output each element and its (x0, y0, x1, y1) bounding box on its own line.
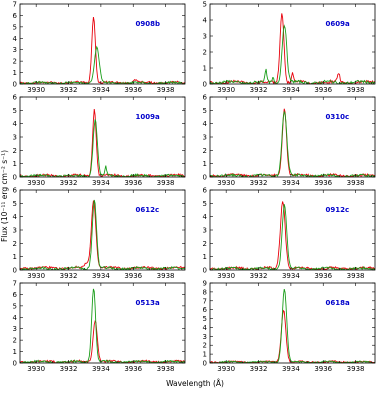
observation-label: 0912c (325, 206, 350, 214)
y-tick-label: 6 (12, 290, 17, 299)
y-tick-label: 5 (202, 315, 207, 324)
y-tick-label: 0 (202, 173, 207, 182)
x-tick-label: 3932 (59, 272, 78, 280)
plot-frame (210, 97, 375, 177)
y-axis-label: Flux (10⁻¹¹ erg cm⁻² s⁻¹) (0, 149, 9, 243)
x-tick-label: 3938 (346, 179, 365, 187)
plot-frame (20, 190, 185, 270)
observation-label: 0612c (135, 206, 160, 214)
x-tick-label: 3938 (156, 86, 175, 94)
panel-1009a (13, 94, 185, 188)
observation-label: 0310c (325, 113, 350, 121)
y-tick-label: 4 (202, 120, 207, 129)
series-line-green (20, 200, 185, 270)
x-tick-label: 3930 (27, 365, 46, 373)
x-tick-label: 3932 (59, 179, 78, 187)
x-tick-label: 3938 (346, 365, 365, 373)
y-tick-label: 6 (202, 186, 207, 195)
y-tick-label: 3 (202, 332, 207, 341)
y-tick-label: 2 (202, 48, 207, 57)
y-tick-label: 1 (202, 350, 207, 359)
y-tick-label: 4 (202, 213, 207, 222)
y-tick-label: 7 (12, 0, 17, 9)
panel-0612c (13, 187, 185, 281)
y-tick-label: 5 (202, 199, 207, 208)
plot-frame (20, 97, 185, 177)
series-line-red (210, 109, 375, 177)
y-tick-label: 7 (12, 279, 17, 288)
y-tick-label: 5 (12, 106, 17, 115)
y-tick-label: 2 (12, 57, 17, 66)
panel-0513a (13, 280, 185, 374)
y-tick-label: 2 (12, 336, 17, 345)
panel-0609a (203, 1, 375, 95)
y-tick-label: 5 (202, 106, 207, 115)
y-tick-label: 2 (12, 239, 17, 248)
y-tick-label: 5 (12, 23, 17, 32)
plot-frame (210, 283, 375, 363)
y-tick-label: 1 (202, 160, 207, 169)
y-tick-label: 2 (12, 146, 17, 155)
y-tick-label: 6 (202, 306, 207, 315)
x-tick-label: 3930 (27, 86, 46, 94)
y-tick-label: 3 (12, 133, 17, 142)
y-tick-label: 8 (202, 288, 207, 297)
x-tick-label: 3936 (314, 365, 333, 373)
x-axis-label: Wavelength (Å) (166, 379, 224, 388)
x-tick-label: 3938 (346, 86, 365, 94)
y-tick-label: 1 (12, 69, 17, 78)
y-tick-label: 4 (202, 16, 207, 25)
x-tick-label: 3938 (156, 365, 175, 373)
series-line-green (20, 119, 185, 177)
y-tick-label: 1 (12, 348, 17, 357)
x-tick-label: 3936 (124, 272, 143, 280)
x-tick-label: 3936 (314, 86, 333, 94)
series-line-red (210, 201, 375, 270)
x-tick-label: 3934 (91, 86, 110, 94)
y-tick-label: 6 (202, 93, 207, 102)
y-tick-label: 4 (12, 120, 17, 129)
y-tick-label: 2 (202, 239, 207, 248)
x-tick-label: 3936 (124, 86, 143, 94)
plot-frame (20, 283, 185, 363)
x-tick-label: 3934 (91, 272, 110, 280)
y-tick-label: 3 (12, 46, 17, 55)
y-tick-label: 0 (12, 173, 17, 182)
y-tick-label: 1 (12, 160, 17, 169)
observation-label: 0618a (325, 299, 350, 307)
x-tick-label: 3930 (217, 365, 236, 373)
x-tick-label: 3930 (217, 272, 236, 280)
y-tick-label: 0 (202, 359, 207, 368)
x-tick-label: 3932 (59, 86, 78, 94)
x-tick-label: 3932 (249, 86, 268, 94)
y-tick-label: 7 (202, 297, 207, 306)
x-tick-label: 3936 (314, 179, 333, 187)
plot-frame (210, 4, 375, 84)
x-tick-label: 3938 (346, 272, 365, 280)
x-tick-label: 3932 (249, 365, 268, 373)
x-tick-label: 3936 (314, 272, 333, 280)
y-tick-label: 6 (12, 11, 17, 20)
series-line-green (20, 47, 185, 85)
y-tick-label: 4 (202, 323, 207, 332)
y-tick-label: 3 (202, 32, 207, 41)
y-tick-label: 2 (202, 146, 207, 155)
x-tick-label: 3936 (124, 179, 143, 187)
x-tick-label: 3938 (156, 179, 175, 187)
series-line-red (210, 311, 375, 363)
x-tick-label: 3934 (91, 365, 110, 373)
series-line-red (20, 201, 185, 270)
x-tick-label: 3938 (156, 272, 175, 280)
y-tick-label: 0 (12, 266, 17, 275)
y-tick-label: 1 (202, 64, 207, 73)
series-line-red (20, 109, 185, 177)
y-tick-label: 4 (12, 34, 17, 43)
observation-label: 1009a (135, 113, 160, 121)
series-line-green (210, 26, 375, 85)
series-line-red (20, 17, 185, 84)
series-line-red (210, 13, 375, 84)
panel-0912c (203, 187, 375, 281)
observation-label: 0908b (135, 20, 160, 28)
y-tick-label: 2 (202, 341, 207, 350)
series-line-green (20, 289, 185, 364)
y-tick-label: 0 (202, 80, 207, 89)
y-tick-label: 4 (12, 213, 17, 222)
y-tick-label: 0 (12, 80, 17, 89)
y-tick-label: 3 (202, 226, 207, 235)
x-tick-label: 3934 (281, 272, 300, 280)
plot-frame (210, 190, 375, 270)
panel-grid (13, 1, 375, 374)
y-tick-label: 5 (202, 0, 207, 9)
series-line-green (210, 289, 375, 363)
x-tick-label: 3932 (59, 365, 78, 373)
y-tick-label: 0 (202, 266, 207, 275)
y-tick-label: 1 (202, 253, 207, 262)
x-tick-label: 3930 (27, 179, 46, 187)
y-tick-label: 0 (12, 359, 17, 368)
series-line-red (20, 321, 185, 363)
x-tick-label: 3934 (281, 365, 300, 373)
x-tick-label: 3930 (217, 86, 236, 94)
y-tick-label: 3 (202, 133, 207, 142)
y-tick-label: 4 (12, 313, 17, 322)
x-tick-label: 3936 (124, 365, 143, 373)
x-tick-label: 3930 (217, 179, 236, 187)
x-tick-label: 3934 (281, 86, 300, 94)
series-line-green (210, 112, 375, 178)
plot-frame (20, 4, 185, 84)
y-tick-label: 5 (12, 302, 17, 311)
panel-0618a (203, 280, 375, 374)
y-tick-label: 3 (12, 226, 17, 235)
y-tick-label: 6 (12, 186, 17, 195)
y-tick-label: 9 (202, 279, 207, 288)
x-tick-label: 3934 (91, 179, 110, 187)
x-tick-label: 3934 (281, 179, 300, 187)
series-line-green (210, 204, 375, 270)
panel-0908b (13, 1, 185, 95)
y-tick-label: 1 (12, 253, 17, 262)
panel-0310c (203, 94, 375, 188)
y-tick-label: 3 (12, 325, 17, 334)
observation-label: 0513a (135, 299, 160, 307)
y-tick-label: 5 (12, 199, 17, 208)
x-tick-label: 3932 (249, 179, 268, 187)
x-tick-label: 3932 (249, 272, 268, 280)
y-tick-label: 6 (12, 93, 17, 102)
observation-label: 0609a (325, 20, 350, 28)
x-tick-label: 3930 (27, 272, 46, 280)
